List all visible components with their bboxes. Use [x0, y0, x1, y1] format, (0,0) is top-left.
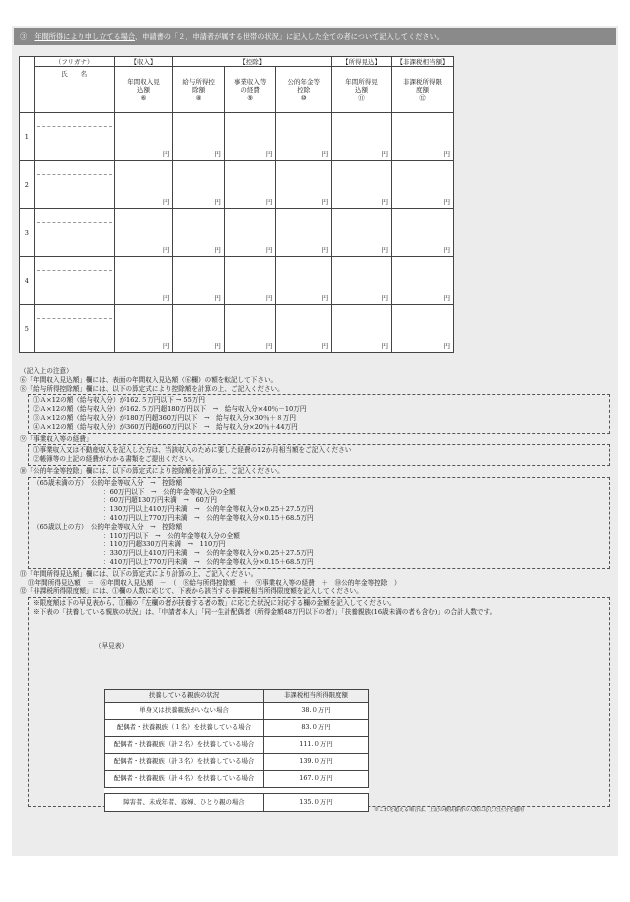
- name-input[interactable]: [34, 209, 114, 257]
- table-row: 3 円 円 円 円 円 円: [20, 209, 454, 257]
- quick-reference-table: 扶養している親族の状況 非課税相当所得限度額 単身又は扶養親族がいない場合 38.０万円 配偶者・扶養親族（１名）を扶養している場合 83.０万円 配偶者・扶養親族（計２名）を扶養している場合 111.０万円 配偶者・扶養親族（計３名）を扶養している場合 139.０万円 配偶者・扶養親族（計４名）を扶養している場合 167.０万円 障害者、未成年者、寡婦、ひとり親の場合 135.０万円: [104, 689, 369, 812]
- income-table: （フリガナ） 【収入】 【控除】 【所得見込】 【非課税相当額】 氏 名 年間収入見込額 ⑥ 給与所得控除額 ⑧ 事業収入等の経費 ⑨ 公的年金等控除 ⑩ 年間所得見込額 ⑪ 非課税所得限度額 ⑫ 1 円 円 円 円 円 円 2 円 円 円 円 円 円 3 円 円 円 円 円 円 4 円 円 円 円 円 円 5 円 円 円 円 円 円: [19, 56, 454, 353]
- instructions: （記入上の注意） ⑥「年間収入見込額」欄には、表面の年間収入見込額（⑥欄）の額を転記して下さい。 ⑧「給与所得控除額」欄には、以下の算定式により控除額を計算の上、ご記入ください。 ①Ａ×12の額（給与収入分）が162.５万円以下 → 55万円 ②Ａ×12の額（給与収入分）が162.５万円超180万円以下 → 給与収入分×40％－10万円 ③Ａ×12の額（給与収入分）が180万円超360万円以下 → 給与収入分×30％＋８万円 ④Ａ×12の額（給与収入分）が360万円超660万円以下 → 給与収入分×20％＋44万円 ⑨「事業収入等の経費」 ①事業収入又は不動産収入を記入した方は、当該収入のために要した経費の12か月相当額をご記入ください ②帳簿等の上記の経費がわかる書類をご提出ください。 ⑩「公的年金等控除」欄には、以下の算定式により控除額を計算の上、ご記入ください。 （65歳未満の方） 公的年金等収入分 → 控除額 ：60万円以下 → 公的年金等収入分の全額 ：60万円超130万円未満 → 60万円 ：130万円以上410万円未満 → 公的年金等収入分×0.25＋27.5万円 ：410万円以上770万円未満 → 公的年金等収入分×0.15＋68.5万円 （65歳以上の方） 公的年金等収入分 → 控除額 ：110万円以下 → 公的年金等収入分の全額 ：110万円超330万円未満 → 110万円 ：330万円以上410万円未満 → 公的年金等収入分×0.25＋27.5万円 ：410万円以上770万円未満 → 公的年金等収入分×0.15＋68.5万円 ⑪「年間所得見込額」欄には、以下の算定式により計算の上、ご記入ください。 ⑪年間所得見込額 ＝ ⑥年間収入見込額 － （ ⑧給与所得控除額 ＋ ⑨事業収入等の経費 ＋ ⑩公的年金等控除 ） ⑫「非課税所得限度額」には、①欄の人数に応じて、下表から該当する非課税相当所得限度額を記入してください。 ※限度額は下の早見表から、①欄の「左欄の者が扶養する者の数」に応じた状況に対応する欄の金額を記入してください。 ※下表の「扶養している親族の状況」は、「申請者本人」「同一生計配偶者（所得金額48万円以下の者）」「扶養親族(16歳未満の者も含む)」の合計人数です。 （早見表）: [20, 367, 610, 808]
- name-input[interactable]: [34, 161, 114, 209]
- table-row: 4 円 円 円 円 円 円: [20, 257, 454, 305]
- name-input[interactable]: [34, 113, 114, 161]
- table-row: 5 円 円 円 円 円 円: [20, 305, 454, 353]
- pension-formula-box: （65歳未満の方） 公的年金等収入分 → 控除額 ：60万円以下 → 公的年金等収入分の全額 ：60万円超130万円未満 → 60万円 ：130万円以上410万円未満 → 公的年金等収入分×0.25＋27.5万円 ：410万円以上770万円未満 → 公的年金等収入分×0.15＋68.5万円 （65歳以上の方） 公的年金等収入分 → 控除額 ：110万円以下 → 公的年金等収入分の全額 ：110万円超330万円未満 → 110万円 ：330万円以上410万円未満 → 公的年金等収入分×0.25＋27.5万円 ：410万円以上770万円未満 → 公的年金等収入分×0.15＋68.5万円: [28, 477, 610, 569]
- section-header: ③ 年間所得により申し立てる場合、申請書の「２．申請者が属する世帯の状況」に記入した全ての者について記入してください。: [14, 28, 616, 45]
- name-header: 氏 名: [34, 67, 114, 113]
- footnote: ※これを超える場合は、上記の被扶養者の人数に応じた区分を適用: [374, 807, 525, 813]
- business-expense-box: ①事業収入又は不動産収入を記入した方は、当該収入のために要した経費の12か月相当額をご記入ください ②帳簿等の上記の経費がわかる書類をご提出ください。: [28, 444, 610, 466]
- furigana-header: （フリガナ）: [34, 57, 114, 67]
- name-input[interactable]: [34, 257, 114, 305]
- name-input[interactable]: [34, 305, 114, 353]
- table-row: 2 円 円 円 円 円 円: [20, 161, 454, 209]
- salary-formula-box: ①Ａ×12の額（給与収入分）が162.５万円以下 → 55万円 ②Ａ×12の額（給与収入分）が162.５万円超180万円以下 → 給与収入分×40％－10万円 ③Ａ×12の額（給与収入分）が180万円超360万円以下 → 給与収入分×30％＋８万円 ④Ａ×12の額（給与収入分）が360万円超660万円以下 → 給与収入分×20％＋44万円: [28, 394, 610, 433]
- limit-box: ※限度額は下の早見表から、①欄の「左欄の者が扶養する者の数」に応じた状況に対応する欄の金額を記入してください。 ※下表の「扶養している親族の状況」は、「申請者本人」「同一生計配偶者（所得金額48万円以下の者）」「扶養親族(16歳未満の者も含む)」の合計人数です。 （早見表）: [28, 597, 610, 807]
- table-row: 1 円 円 円 円 円 円: [20, 113, 454, 161]
